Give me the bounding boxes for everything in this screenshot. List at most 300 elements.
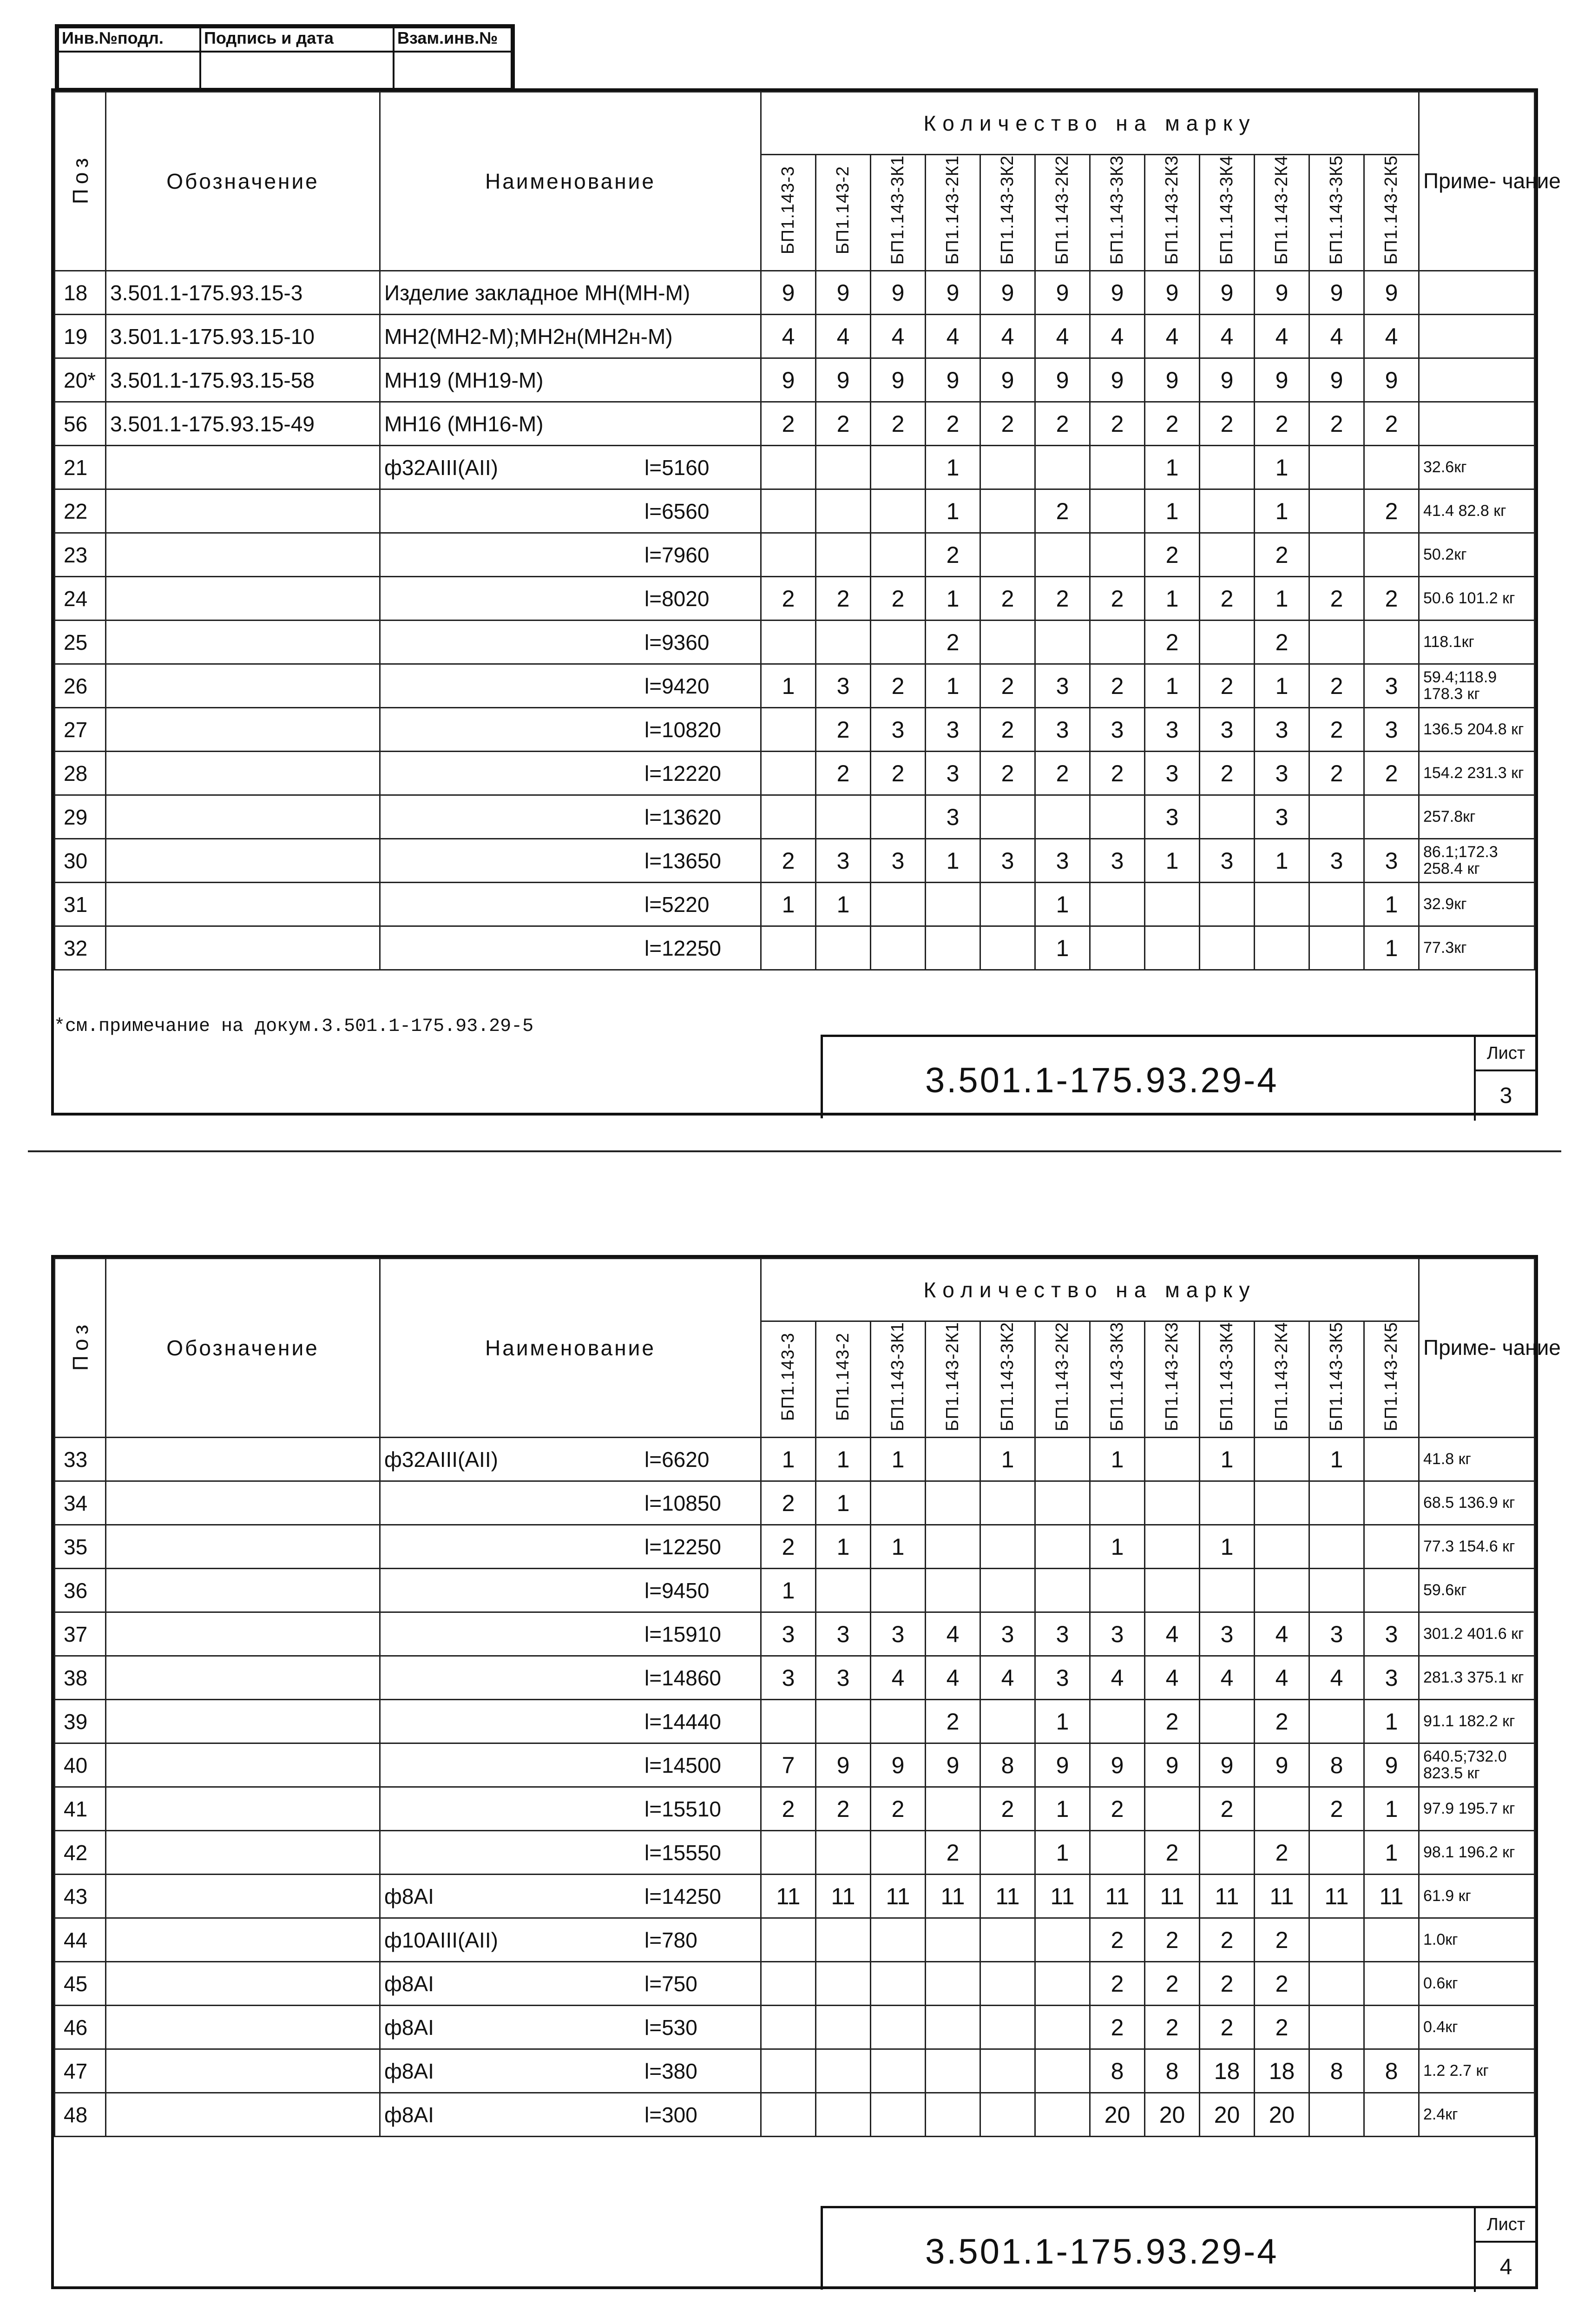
cell-quantity: 9	[1255, 358, 1309, 402]
cell-name	[380, 1787, 761, 1831]
cell-quantity	[1364, 1481, 1419, 1525]
cell-quantity	[761, 2006, 816, 2049]
item-length: l=13650	[644, 848, 721, 873]
cell-quantity	[761, 1962, 816, 2006]
cell-quantity	[871, 883, 926, 926]
cell-quantity: 1	[816, 1438, 871, 1481]
cell-quantity: 1	[1035, 926, 1090, 970]
cell-quantity	[1200, 1831, 1255, 1875]
cell-pos: 18	[55, 271, 106, 315]
cell-quantity	[926, 1438, 980, 1481]
cell-note: 2.4кг	[1419, 2093, 1535, 2137]
cell-quantity: 9	[1145, 1743, 1200, 1787]
cell-quantity: 2	[1200, 577, 1255, 621]
cell-quantity: 1	[926, 446, 980, 489]
mark-header: БП1.143-2К1	[926, 1321, 980, 1438]
cell-quantity	[761, 489, 816, 533]
cell-quantity: 9	[1364, 358, 1419, 402]
cell-quantity	[1090, 795, 1145, 839]
cell-quantity: 1	[1255, 446, 1309, 489]
cell-quantity: 1	[1145, 446, 1200, 489]
cell-quantity: 11	[816, 1875, 871, 1918]
cell-quantity	[1255, 1438, 1309, 1481]
cell-quantity: 9	[1200, 1743, 1255, 1787]
cell-quantity: 3	[816, 1656, 871, 1700]
cell-quantity	[980, 1481, 1035, 1525]
cell-quantity: 2	[1145, 533, 1200, 577]
table-row	[55, 315, 1535, 358]
cell-quantity	[1090, 446, 1145, 489]
cell-pos: 38	[55, 1656, 106, 1700]
item-length: l=15910	[644, 1622, 721, 1646]
cell-quantity: 9	[926, 358, 980, 402]
specification-table	[54, 91, 1561, 971]
cell-quantity	[871, 446, 926, 489]
specification-sheet-4	[51, 1255, 1561, 2289]
mark-header: БП1.143-3К1	[871, 155, 926, 271]
cell-quantity: 2	[871, 664, 926, 708]
cell-note: 98.1 196.2 кг	[1419, 1831, 1535, 1875]
specification-sheet-3	[51, 88, 1561, 1116]
cell-name	[380, 621, 761, 664]
cell-quantity	[1035, 1481, 1090, 1525]
cell-quantity: 2	[980, 752, 1035, 795]
mark-header: БП1.143-2К3	[1145, 155, 1200, 271]
cell-designation	[106, 489, 380, 533]
cell-quantity: 3	[1255, 752, 1309, 795]
cell-quantity: 3	[1090, 1612, 1145, 1656]
cell-quantity: 3	[1364, 839, 1419, 883]
cell-note: 50.2кг	[1419, 533, 1535, 577]
cell-quantity	[1255, 1481, 1309, 1525]
cell-designation: 3.501.1-175.93.15-58	[106, 358, 380, 402]
cell-quantity	[1145, 1525, 1200, 1569]
cell-quantity: 2	[1145, 1918, 1200, 1962]
cell-quantity: 2	[980, 708, 1035, 752]
cell-quantity: 4	[926, 1656, 980, 1700]
cell-pos: 27	[55, 708, 106, 752]
item-name: Изделие закладное МН(МН-М)	[384, 280, 690, 305]
specification-table	[54, 1258, 1561, 2137]
cell-quantity	[1309, 2006, 1364, 2049]
item-length: l=10850	[644, 1491, 721, 1515]
cell-quantity: 1	[761, 883, 816, 926]
cell-quantity	[1364, 533, 1419, 577]
cell-quantity	[980, 446, 1035, 489]
item-length: l=15550	[644, 1840, 721, 1865]
cell-pos: 34	[55, 1481, 106, 1525]
cell-quantity: 1	[1255, 489, 1309, 533]
cell-quantity: 2	[926, 1831, 980, 1875]
mark-header: БП1.143-2К4	[1255, 155, 1309, 271]
cell-quantity: 3	[1200, 708, 1255, 752]
cell-designation	[106, 1875, 380, 1918]
cell-quantity	[1145, 926, 1200, 970]
cell-quantity: 1	[1364, 1831, 1419, 1875]
cell-quantity: 3	[871, 1612, 926, 1656]
table-row	[55, 1700, 1535, 1743]
cell-quantity	[871, 489, 926, 533]
table-row	[55, 1787, 1535, 1831]
cell-quantity: 2	[1309, 708, 1364, 752]
cell-note: 32.6кг	[1419, 446, 1535, 489]
cell-designation	[106, 2093, 380, 2137]
cell-quantity	[1035, 621, 1090, 664]
cell-name	[380, 1875, 761, 1918]
cell-quantity: 2	[1145, 1962, 1200, 2006]
mark-header: БП1.143-3К2	[980, 155, 1035, 271]
cell-quantity	[980, 2049, 1035, 2093]
cell-quantity: 1	[926, 839, 980, 883]
cell-quantity	[1364, 1525, 1419, 1569]
cell-quantity: 3	[1035, 664, 1090, 708]
cell-quantity: 9	[1200, 271, 1255, 315]
cell-quantity	[1035, 1525, 1090, 1569]
cell-note: 257.8кг	[1419, 795, 1535, 839]
item-length: l=530	[644, 2015, 697, 2040]
cell-quantity: 1	[761, 1438, 816, 1481]
cell-note: 41.8 кг	[1419, 1438, 1535, 1481]
cell-quantity: 9	[1035, 1743, 1090, 1787]
cell-quantity: 2	[1255, 1831, 1309, 1875]
cell-quantity: 1	[1200, 1438, 1255, 1481]
cell-quantity: 1	[926, 489, 980, 533]
cell-quantity	[926, 926, 980, 970]
cell-quantity: 4	[980, 315, 1035, 358]
table-row	[55, 795, 1535, 839]
cell-quantity	[816, 446, 871, 489]
cell-pos: 40	[55, 1743, 106, 1787]
item-length: l=14250	[644, 1884, 721, 1908]
cell-quantity	[1035, 2006, 1090, 2049]
item-name: ф8AI	[384, 1971, 434, 1996]
cell-note: 61.9 кг	[1419, 1875, 1535, 1918]
cell-quantity: 11	[1145, 1875, 1200, 1918]
cell-name	[380, 839, 761, 883]
cell-quantity	[1200, 926, 1255, 970]
table-row	[55, 752, 1535, 795]
cell-quantity: 18	[1200, 2049, 1255, 2093]
cell-designation	[106, 1569, 380, 1612]
mark-header: БП1.143-3К5	[1309, 1321, 1364, 1438]
cell-quantity	[1145, 1569, 1200, 1612]
cell-designation	[106, 664, 380, 708]
cell-quantity	[816, 2006, 871, 2049]
cell-quantity: 2	[1090, 1787, 1145, 1831]
cell-quantity	[980, 2093, 1035, 2137]
cell-quantity: 9	[1309, 271, 1364, 315]
cell-quantity	[816, 1569, 871, 1612]
cell-quantity: 9	[1090, 271, 1145, 315]
cell-quantity	[1309, 1962, 1364, 2006]
item-name: ф32AIII(AII)	[384, 1447, 498, 1472]
cell-name	[380, 2006, 761, 2049]
cell-quantity	[1364, 446, 1419, 489]
cell-quantity: 3	[1090, 708, 1145, 752]
cell-quantity: 1	[1364, 926, 1419, 970]
cell-quantity: 3	[1200, 1612, 1255, 1656]
cell-quantity	[1364, 1438, 1419, 1481]
item-name: МН19 (МН19-М)	[384, 368, 544, 392]
cell-quantity: 11	[1255, 1875, 1309, 1918]
cell-quantity: 3	[1255, 708, 1309, 752]
cell-quantity: 2	[871, 402, 926, 446]
cell-quantity: 3	[1090, 839, 1145, 883]
cell-quantity: 3	[1309, 1612, 1364, 1656]
item-length: l=750	[644, 1971, 697, 1996]
cell-pos: 46	[55, 2006, 106, 2049]
cell-quantity: 4	[816, 315, 871, 358]
cell-quantity	[1035, 795, 1090, 839]
title-block	[821, 2206, 1536, 2290]
cell-quantity	[816, 1918, 871, 1962]
cell-quantity: 2	[1255, 1962, 1309, 2006]
cell-quantity	[1200, 489, 1255, 533]
cell-quantity: 2	[1200, 664, 1255, 708]
cell-quantity: 9	[1035, 271, 1090, 315]
cell-quantity	[1364, 795, 1419, 839]
cell-quantity	[816, 1831, 871, 1875]
cell-quantity	[926, 2049, 980, 2093]
cell-quantity: 2	[1090, 402, 1145, 446]
cell-quantity: 2	[1255, 1700, 1309, 1743]
mark-header: БП1.143-3К5	[1309, 155, 1364, 271]
table-row	[55, 2093, 1535, 2137]
cell-quantity: 9	[1364, 1743, 1419, 1787]
cell-quantity	[871, 2049, 926, 2093]
cell-quantity	[871, 533, 926, 577]
item-length: l=7960	[644, 542, 710, 567]
cell-quantity	[1200, 1700, 1255, 1743]
mark-header: БП1.143-2К1	[926, 155, 980, 271]
cell-quantity: 2	[1090, 664, 1145, 708]
cell-name	[380, 402, 761, 446]
cell-quantity	[1035, 1438, 1090, 1481]
cell-quantity: 1	[1035, 1831, 1090, 1875]
cell-quantity: 2	[1090, 577, 1145, 621]
cell-designation	[106, 1612, 380, 1656]
cell-quantity: 2	[980, 402, 1035, 446]
cell-quantity: 2	[816, 708, 871, 752]
table-row	[55, 839, 1535, 883]
cell-quantity	[871, 1569, 926, 1612]
cell-quantity	[1309, 926, 1364, 970]
table-row	[55, 1656, 1535, 1700]
cell-quantity	[871, 1481, 926, 1525]
item-name: ф8AI	[384, 2102, 434, 2127]
cell-name	[380, 1438, 761, 1481]
cell-quantity	[816, 926, 871, 970]
cell-quantity	[871, 926, 926, 970]
column-header-designation: Обозначение	[106, 1259, 380, 1438]
cell-designation	[106, 2006, 380, 2049]
cell-quantity	[1090, 1831, 1145, 1875]
cell-quantity	[980, 883, 1035, 926]
cell-name	[380, 446, 761, 489]
item-length: l=9450	[644, 1578, 710, 1603]
cell-quantity	[1364, 1918, 1419, 1962]
cell-quantity: 1	[1145, 839, 1200, 883]
table-row	[55, 1438, 1535, 1481]
cell-quantity: 2	[1035, 577, 1090, 621]
cell-quantity	[761, 795, 816, 839]
cell-quantity	[1364, 1569, 1419, 1612]
cell-quantity	[871, 1831, 926, 1875]
table-row	[55, 577, 1535, 621]
cell-quantity: 1	[1364, 1787, 1419, 1831]
item-length: l=13620	[644, 805, 721, 829]
cell-quantity: 9	[871, 358, 926, 402]
cell-pos: 21	[55, 446, 106, 489]
cell-quantity	[1200, 795, 1255, 839]
cell-quantity	[980, 1700, 1035, 1743]
cell-quantity: 2	[926, 1700, 980, 1743]
cell-quantity: 2	[1364, 489, 1419, 533]
cell-designation	[106, 1962, 380, 2006]
cell-quantity: 4	[1255, 315, 1309, 358]
cell-note: 68.5 136.9 кг	[1419, 1481, 1535, 1525]
cell-name	[380, 533, 761, 577]
cell-quantity: 9	[1090, 358, 1145, 402]
cell-quantity	[1090, 1700, 1145, 1743]
cell-quantity: 2	[761, 839, 816, 883]
cell-pos: 31	[55, 883, 106, 926]
cell-quantity	[1200, 1569, 1255, 1612]
table-row	[55, 1918, 1535, 1962]
cell-quantity	[980, 1525, 1035, 1569]
cell-quantity: 1	[1255, 577, 1309, 621]
cell-name	[380, 664, 761, 708]
table-row	[55, 1569, 1535, 1612]
cell-quantity	[926, 1481, 980, 1525]
cell-pos: 48	[55, 2093, 106, 2137]
cell-pos: 44	[55, 1918, 106, 1962]
page-divider	[28, 1150, 1561, 1152]
cell-quantity	[1200, 621, 1255, 664]
cell-quantity: 1	[926, 664, 980, 708]
cell-quantity: 1	[1035, 1700, 1090, 1743]
cell-quantity: 2	[1090, 1918, 1145, 1962]
cell-designation	[106, 1700, 380, 1743]
item-length: l=12220	[644, 761, 721, 786]
cell-quantity	[1309, 533, 1364, 577]
cell-note: 41.4 82.8 кг	[1419, 489, 1535, 533]
cell-pos: 35	[55, 1525, 106, 1569]
cell-quantity	[1090, 621, 1145, 664]
cell-quantity	[761, 926, 816, 970]
cell-quantity: 1	[1309, 1438, 1364, 1481]
cell-quantity	[816, 795, 871, 839]
cell-name	[380, 489, 761, 533]
cell-quantity	[980, 1962, 1035, 2006]
cell-quantity: 4	[1364, 315, 1419, 358]
cell-quantity	[980, 533, 1035, 577]
mark-header: БП1.143-3К3	[1090, 155, 1145, 271]
cell-designation: 3.501.1-175.93.15-10	[106, 315, 380, 358]
cell-quantity: 2	[761, 402, 816, 446]
cell-note: 59.6кг	[1419, 1569, 1535, 1612]
cell-quantity: 2	[1090, 752, 1145, 795]
cell-name	[380, 1481, 761, 1525]
cell-quantity: 4	[1309, 315, 1364, 358]
cell-quantity: 1	[871, 1525, 926, 1569]
cell-quantity: 2	[1035, 752, 1090, 795]
cell-quantity	[871, 1962, 926, 2006]
cell-pos: 56	[55, 402, 106, 446]
sheet-label: Лист	[1474, 2208, 1536, 2243]
item-name: МН2(МН2-М);МН2н(МН2н-М)	[384, 324, 673, 349]
cell-quantity: 3	[1364, 1656, 1419, 1700]
cell-quantity: 8	[1145, 2049, 1200, 2093]
title-block	[821, 1035, 1536, 1118]
cell-quantity: 3	[1035, 839, 1090, 883]
column-header-note: Приме- чание	[1419, 1259, 1535, 1438]
cell-quantity	[1090, 926, 1145, 970]
cell-quantity: 9	[871, 1743, 926, 1787]
cell-quantity	[980, 1569, 1035, 1612]
cell-quantity	[871, 1918, 926, 1962]
table-row	[55, 1962, 1535, 2006]
cell-quantity	[980, 489, 1035, 533]
cell-pos: 39	[55, 1700, 106, 1743]
cell-quantity	[816, 1700, 871, 1743]
cell-quantity: 20	[1090, 2093, 1145, 2137]
cell-quantity: 2	[1090, 1962, 1145, 2006]
mark-header: БП1.143-2К5	[1364, 1321, 1419, 1438]
cell-note: 97.9 195.7 кг	[1419, 1787, 1535, 1831]
cell-quantity: 1	[816, 1525, 871, 1569]
cell-quantity: 11	[1364, 1875, 1419, 1918]
cell-quantity: 9	[980, 358, 1035, 402]
cell-quantity: 2	[816, 402, 871, 446]
item-length: l=6620	[644, 1447, 710, 1472]
cell-quantity: 3	[926, 752, 980, 795]
cell-note: 1.2 2.7 кг	[1419, 2049, 1535, 2093]
cell-quantity: 2	[1200, 1918, 1255, 1962]
cell-pos: 45	[55, 1962, 106, 2006]
cell-quantity: 3	[1200, 839, 1255, 883]
cell-note: 301.2 401.6 кг	[1419, 1612, 1535, 1656]
cell-quantity: 3	[1145, 795, 1200, 839]
item-length: l=780	[644, 1928, 697, 1952]
cell-quantity: 3	[1145, 708, 1200, 752]
cell-note: 118.1кг	[1419, 621, 1535, 664]
cell-quantity	[761, 1918, 816, 1962]
cell-quantity	[761, 621, 816, 664]
cell-quantity: 2	[1255, 1918, 1309, 1962]
cell-quantity: 2	[761, 1525, 816, 1569]
cell-quantity	[1035, 533, 1090, 577]
cell-quantity	[926, 1787, 980, 1831]
cell-note: 0.6кг	[1419, 1962, 1535, 2006]
cell-quantity: 3	[816, 839, 871, 883]
cell-quantity: 1	[816, 883, 871, 926]
item-length: l=8020	[644, 586, 710, 611]
table-row	[55, 271, 1535, 315]
column-header-pos: Поз	[55, 92, 106, 271]
cell-designation	[106, 1918, 380, 1962]
cell-quantity: 4	[761, 315, 816, 358]
cell-quantity: 8	[980, 1743, 1035, 1787]
cell-quantity: 20	[1200, 2093, 1255, 2137]
item-length: l=12250	[644, 936, 721, 960]
cell-quantity	[761, 1831, 816, 1875]
cell-pos: 29	[55, 795, 106, 839]
cell-quantity: 1	[1035, 883, 1090, 926]
cell-pos: 30	[55, 839, 106, 883]
cell-quantity	[1090, 883, 1145, 926]
cell-quantity	[1255, 883, 1309, 926]
